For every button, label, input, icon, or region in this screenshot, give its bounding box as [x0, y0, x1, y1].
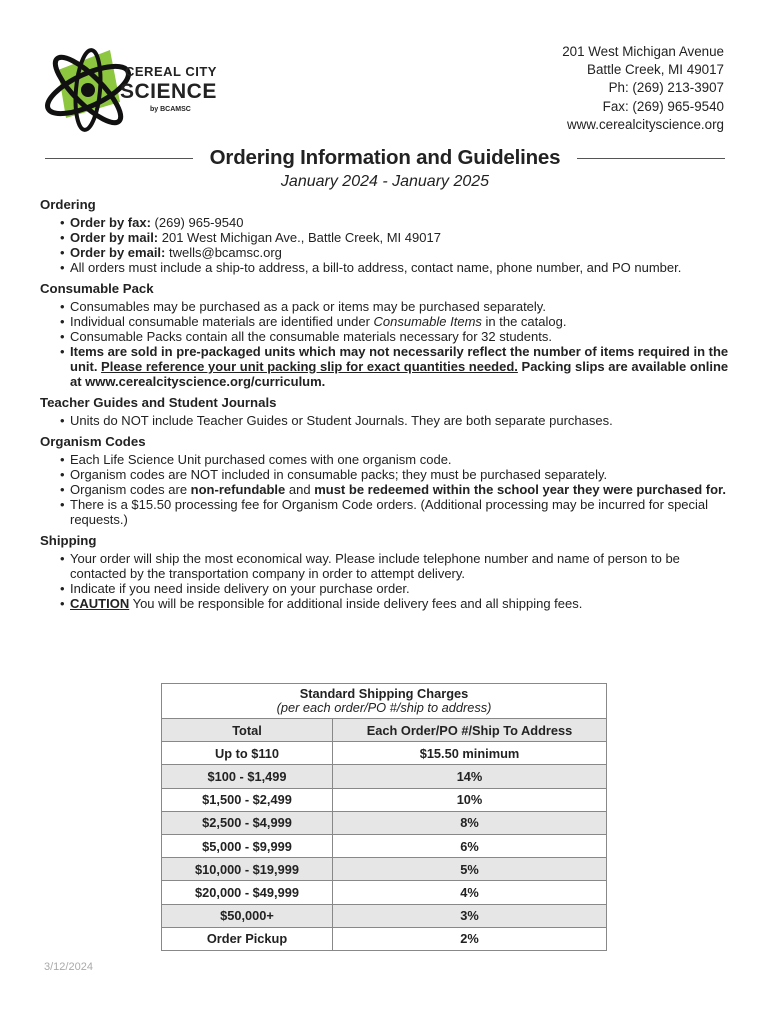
text-span: Organism codes are [70, 482, 191, 497]
text-span: You will be responsible for additional inside delivery fees and all shipping fees. [129, 596, 583, 611]
cell-total: $10,000 - $19,999 [162, 858, 333, 881]
page-subtitle: January 2024 - January 2025 [280, 173, 490, 190]
shipping-charges-table [161, 683, 607, 951]
text-span: and [285, 482, 315, 497]
section-heading-guides: Teacher Guides and Student Journals [40, 395, 277, 410]
table-caption [162, 684, 607, 719]
list-item: • Indicate if you need inside delivery on your purchase order. [60, 581, 730, 596]
ordering-list [40, 215, 730, 275]
email-label: Order by email: [70, 245, 166, 260]
cell-rate: 10% [333, 788, 607, 811]
list-item: • Organism codes are NOT included in consumable packs; they must be purchased separately. [60, 467, 730, 482]
section-heading-shipping: Shipping [40, 533, 97, 548]
cell-rate: 14% [333, 765, 607, 788]
logo-line-3: by BCAMSC [150, 106, 191, 113]
section-heading-organism: Organism Codes [40, 434, 146, 449]
contact-address-block [562, 43, 724, 134]
address-fax: Fax: (269) 965-9540 [602, 98, 724, 114]
list-item: • Consumable Packs contain all the consumable materials necessary for 32 students. [60, 329, 730, 344]
table-row [162, 811, 607, 834]
list-item [60, 215, 730, 230]
list-item: • Your order will ship the most economical way. Please include telephone number and name of person to be contacted by the transportation company in order to attempt delivery. [60, 551, 730, 581]
address-city: Battle Creek, MI 49017 [587, 62, 724, 78]
text-span: Individual consumable materials are identified under [70, 314, 374, 329]
logo-line-2: SCIENCE [120, 80, 217, 103]
list-item [60, 245, 730, 260]
list-item: • There is a $15.50 processing fee for Organism Code orders. (Additional processing may be incurred for special requests.) [60, 497, 730, 527]
cereal-city-science-logo [40, 40, 230, 140]
packing-slip-link-text[interactable]: Packing slips are available online at www.cerealcityscience.org/curriculum. [70, 359, 729, 389]
table-row [162, 858, 607, 881]
list-item: • Each Life Science Unit purchased comes with one organism code. [60, 452, 730, 467]
page-title: Ordering Information and Guidelines [209, 146, 561, 169]
list-item [60, 314, 730, 329]
section-heading-ordering: Ordering [40, 197, 96, 212]
column-header-rate: Each Order/PO #/Ship To Address [333, 719, 607, 742]
emphasis-text: Consumable Items [373, 314, 482, 329]
bold-text: non-refundable [190, 482, 286, 497]
title-row [45, 146, 725, 172]
list-item: • All orders must include a ship-to address, a bill-to address, contact name, phone number, and PO number. [60, 260, 730, 275]
list-item: • Units do NOT include Teacher Guides or Student Journals. They are both separate purchases. [60, 413, 730, 428]
list-item [60, 344, 730, 389]
footer-date: 3/12/2024 [44, 961, 93, 973]
cell-total: Up to $110 [162, 742, 333, 765]
table-caption-subtitle: (per each order/PO #/ship to address) [276, 700, 492, 715]
address-phone: Ph: (269) 213-3907 [608, 80, 724, 96]
table-row [162, 881, 607, 904]
table-row [162, 904, 607, 927]
cell-total: Order Pickup [162, 927, 333, 950]
guides-list [40, 413, 730, 428]
list-item [60, 482, 730, 497]
shipping-list [40, 551, 730, 611]
fax-value: (269) 965-9540 [150, 215, 244, 230]
list-item [60, 230, 730, 245]
table-row [162, 927, 607, 950]
bold-text: must be redeemed within the school year they were purchased for. [314, 482, 726, 497]
cell-rate: 8% [333, 811, 607, 834]
table-row [162, 765, 607, 788]
cell-rate: 4% [333, 881, 607, 904]
address-website[interactable]: www.cerealcityscience.org [566, 116, 724, 132]
bold-text: Items are sold in pre-packaged units which may not necessarily reflect the number of items required in the unit. [70, 344, 729, 374]
cell-total: $100 - $1,499 [162, 765, 333, 788]
cell-rate: 3% [333, 904, 607, 927]
address-street: 201 West Michigan Avenue [562, 44, 724, 59]
mail-label: Order by mail: [70, 230, 159, 245]
cell-rate: 5% [333, 858, 607, 881]
cell-rate: $15.50 minimum [333, 742, 607, 765]
table-caption-title: Standard Shipping Charges [299, 686, 469, 701]
underlined-text: Please reference your unit packing slip for exact quantities needed. [101, 359, 518, 374]
email-value[interactable]: twells@bcamsc.org [165, 245, 282, 260]
guidelines-content [40, 195, 730, 615]
consumable-list [40, 299, 730, 389]
cell-total: $5,000 - $9,999 [162, 834, 333, 857]
table-row [162, 742, 607, 765]
cell-total: $50,000+ [162, 904, 333, 927]
table-row [162, 788, 607, 811]
mail-value: 201 West Michigan Ave., Battle Creek, MI 49017 [158, 230, 441, 245]
cell-total: $20,000 - $49,999 [162, 881, 333, 904]
logo-line-1: CEREAL CITY [125, 64, 217, 79]
table-row [162, 834, 607, 857]
cell-total: $1,500 - $2,499 [162, 788, 333, 811]
list-item [60, 596, 730, 611]
fax-label: Order by fax: [70, 215, 151, 230]
column-header-total: Total [162, 719, 333, 742]
organism-list [40, 452, 730, 527]
cell-rate: 2% [333, 927, 607, 950]
cell-total: $2,500 - $4,999 [162, 811, 333, 834]
cell-rate: 6% [333, 834, 607, 857]
list-item: • Consumables may be purchased as a pack or items may be purchased separately. [60, 299, 730, 314]
caution-label: CAUTION [70, 596, 130, 611]
section-heading-consumable: Consumable Pack [40, 281, 154, 296]
text-span: in the catalog. [481, 314, 567, 329]
